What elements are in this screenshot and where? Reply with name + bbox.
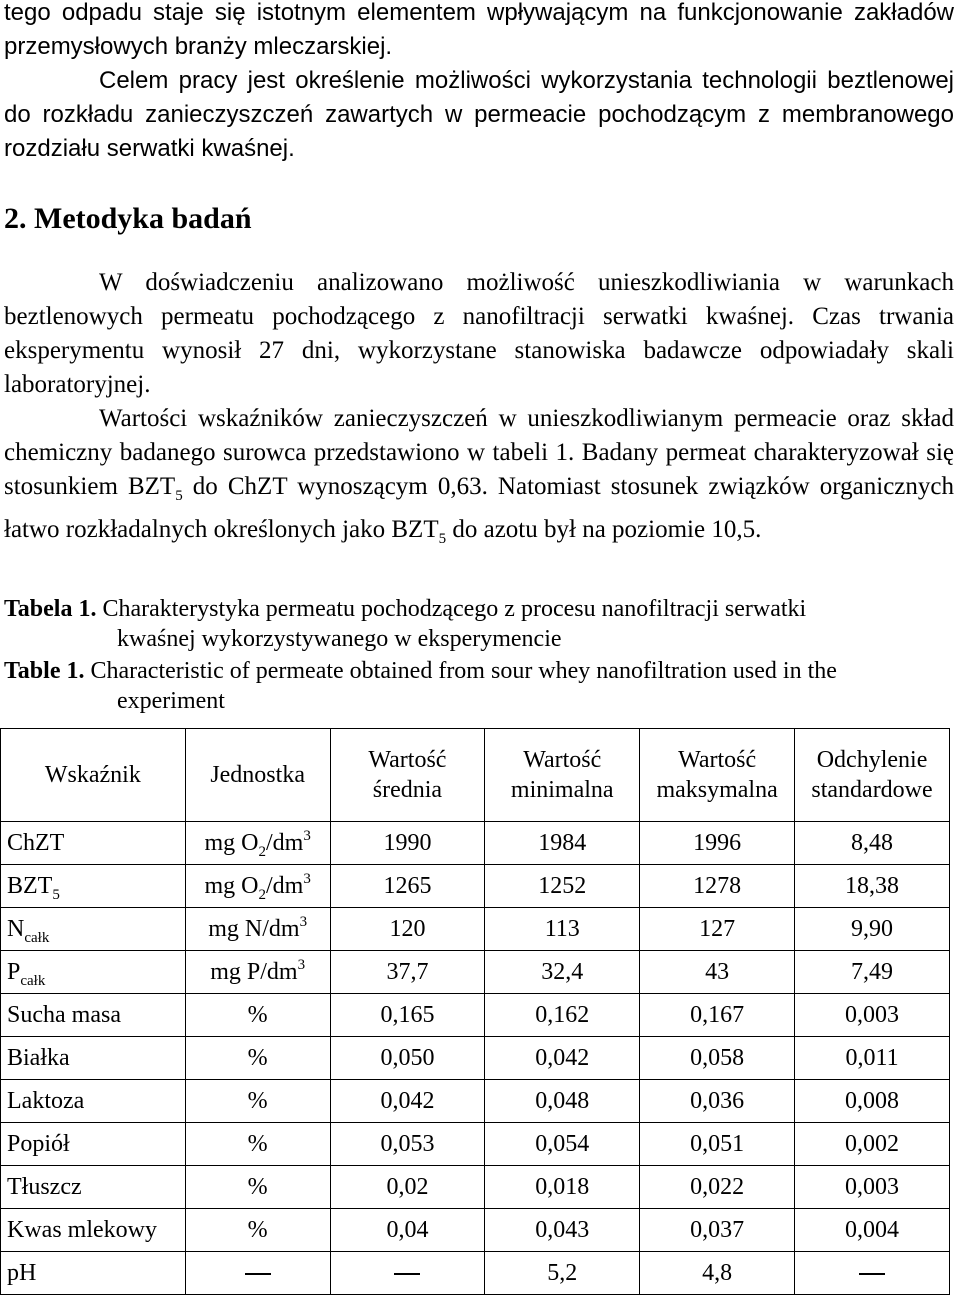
document-page <box>4 0 954 716</box>
cell-min: 1252 <box>485 865 640 908</box>
cell-min: 1984 <box>485 822 640 865</box>
cell-sd: 0,011 <box>795 1037 950 1080</box>
cell-mean: 0,042 <box>330 1080 485 1123</box>
cell-mean: 37,7 <box>330 951 485 994</box>
cell-min: 0,054 <box>485 1123 640 1166</box>
cell-sd: 0,004 <box>795 1209 950 1252</box>
cell-max: 0,037 <box>640 1209 795 1252</box>
cell-min: 0,043 <box>485 1209 640 1252</box>
cell-indicator: ChZT <box>1 822 186 865</box>
header-unit: Jednostka <box>185 729 330 822</box>
cell-max: 1996 <box>640 822 795 865</box>
intro-paragraph-2: Celem pracy jest określenie możliwości wykorzystania technologii beztlenowej do rozkładu zanieczyszczeń zawartych w permeacie pochodzącym z membranowego rozdziału serwatki kwaśnej. <box>4 67 954 162</box>
cell-unit: mg $P/dm^3$ <box>185 951 330 994</box>
cell-indicator: Białka <box>1 1037 186 1080</box>
intro-section <box>4 0 954 166</box>
table-row <box>1 822 950 865</box>
caption-en-text-2: experiment <box>117 688 225 714</box>
cell-sd: 7,49 <box>795 951 950 994</box>
header-sd: Odchylenie standardowe <box>795 729 950 822</box>
cell-min: 0,018 <box>485 1166 640 1209</box>
methods-section <box>4 266 954 556</box>
cell-sd: 18,38 <box>795 865 950 908</box>
table-captions <box>4 594 954 716</box>
header-mean: Wartość średnia <box>330 729 485 822</box>
cell-unit: mg $O_2/dm^3$ <box>185 865 330 908</box>
cell-mean: 0,04 <box>330 1209 485 1252</box>
cell-sd: 0,008 <box>795 1080 950 1123</box>
caption-pl-text-2: kwaśnej wykorzystywanego w eksperymencie <box>117 626 562 652</box>
cell-unit: % <box>185 994 330 1037</box>
caption-en-label: Table 1. <box>4 658 85 684</box>
cell-indicator: Laktoza <box>1 1080 186 1123</box>
caption-en <box>4 656 954 686</box>
cell-unit: % <box>185 1080 330 1123</box>
section-heading <box>4 202 954 236</box>
caption-pl <box>4 594 954 624</box>
cell-unit: % <box>185 1166 330 1209</box>
table-row <box>1 1037 950 1080</box>
cell-min: 0,048 <box>485 1080 640 1123</box>
table-row <box>1 994 950 1037</box>
cell-mean: 0,050 <box>330 1037 485 1080</box>
cell-sd: 9,90 <box>795 908 950 951</box>
table-row <box>1 951 950 994</box>
cell-max: 1278 <box>640 865 795 908</box>
cell-min: 32,4 <box>485 951 640 994</box>
cell-max: 0,036 <box>640 1080 795 1123</box>
cell-unit: mg $N/dm^3$ <box>185 908 330 951</box>
cell-mean: 0,02 <box>330 1166 485 1209</box>
cell-indicator: Popiół <box>1 1123 186 1166</box>
cell-indicator: Kwas mlekowy <box>1 1209 186 1252</box>
section-number: 2. <box>4 202 27 235</box>
cell-max: 0,022 <box>640 1166 795 1209</box>
methods-paragraph-1: W doświadczeniu analizowano możliwość unieszkodliwiania w warunkach beztlenowych permeatu pochodzącego z nanofiltracji serwatki kwaśnej. Czas trwania eksperymentu wynosił 27 dni, wykorzystane stanowiska badawcze odpowiadały skali laboratoryjnej. <box>4 269 954 398</box>
caption-en-cont <box>4 686 954 716</box>
cell-sd: 0,003 <box>795 994 950 1037</box>
cell-sd: 0,003 <box>795 1166 950 1209</box>
table-row <box>1 1252 950 1295</box>
table-row <box>1 1166 950 1209</box>
unit-dash <box>245 1273 271 1275</box>
table-row <box>1 908 950 951</box>
table-row <box>1 865 950 908</box>
cell-indicator: $BZT_5$ <box>1 865 186 908</box>
cell-indicator: $N_{całk}$ <box>1 908 186 951</box>
caption-en-text: Characteristic of permeate obtained from sour whey nanofiltration used in the <box>90 658 837 684</box>
cell-indicator: $P_{całk}$ <box>1 951 186 994</box>
table-row <box>1 1080 950 1123</box>
cell-mean: 0,053 <box>330 1123 485 1166</box>
header-min: Wartość minimalna <box>485 729 640 822</box>
cell-mean: 1990 <box>330 822 485 865</box>
cell-unit: mg $O_2/dm^3$ <box>185 822 330 865</box>
cell-max: 0,167 <box>640 994 795 1037</box>
table-row <box>1 1123 950 1166</box>
cell-sd <box>795 1252 950 1295</box>
caption-pl-cont <box>4 624 954 654</box>
cell-unit: % <box>185 1209 330 1252</box>
mean-dash <box>394 1273 420 1275</box>
methods-paragraph-2: Wartości wskaźników zanieczyszczeń w unieszkodliwianym permeacie oraz skład chemiczny badanego surowca przedstawiono w tabeli 1. Badany permeat charakteryzował się stosunkiem $BZT_5$ do ChZT wynoszącym 0,63. Natomiast stosunek związków organicznych łatwo rozkładalnych określonych jako $BZT_5$ do azotu był na poziomie 10,5. <box>4 405 954 547</box>
cell-max: 0,051 <box>640 1123 795 1166</box>
sd-dash <box>859 1273 885 1275</box>
cell-mean: 120 <box>330 908 485 951</box>
cell-min: 0,042 <box>485 1037 640 1080</box>
cell-indicator: pH <box>1 1252 186 1295</box>
cell-max: 127 <box>640 908 795 951</box>
cell-sd: 0,002 <box>795 1123 950 1166</box>
table-row <box>1 1209 950 1252</box>
cell-indicator: Tłuszcz <box>1 1166 186 1209</box>
cell-unit: % <box>185 1123 330 1166</box>
cell-unit <box>185 1252 330 1295</box>
caption-pl-label: Tabela 1. <box>4 596 97 622</box>
header-indicator: Wskaźnik <box>1 729 186 822</box>
cell-unit: % <box>185 1037 330 1080</box>
cell-sd: 8,48 <box>795 822 950 865</box>
section-title: Metodyka badań <box>34 202 252 235</box>
data-table <box>0 728 950 1295</box>
cell-min: 5,2 <box>485 1252 640 1295</box>
cell-indicator: Sucha masa <box>1 994 186 1037</box>
cell-max: 4,8 <box>640 1252 795 1295</box>
cell-mean: 0,165 <box>330 994 485 1037</box>
intro-paragraph-1: tego odpadu staje się istotnym elementem wpływającym na funkcjonowanie zakładów przemysłowych branży mleczarskiej. <box>4 0 954 60</box>
cell-min: 113 <box>485 908 640 951</box>
cell-mean: 1265 <box>330 865 485 908</box>
cell-max: 0,058 <box>640 1037 795 1080</box>
caption-pl-text: Charakterystyka permeatu pochodzącego z procesu nanofiltracji serwatki <box>102 596 807 622</box>
cell-max: 43 <box>640 951 795 994</box>
table-header-row <box>1 729 950 822</box>
cell-min: 0,162 <box>485 994 640 1037</box>
cell-mean <box>330 1252 485 1295</box>
header-max: Wartość maksymalna <box>640 729 795 822</box>
